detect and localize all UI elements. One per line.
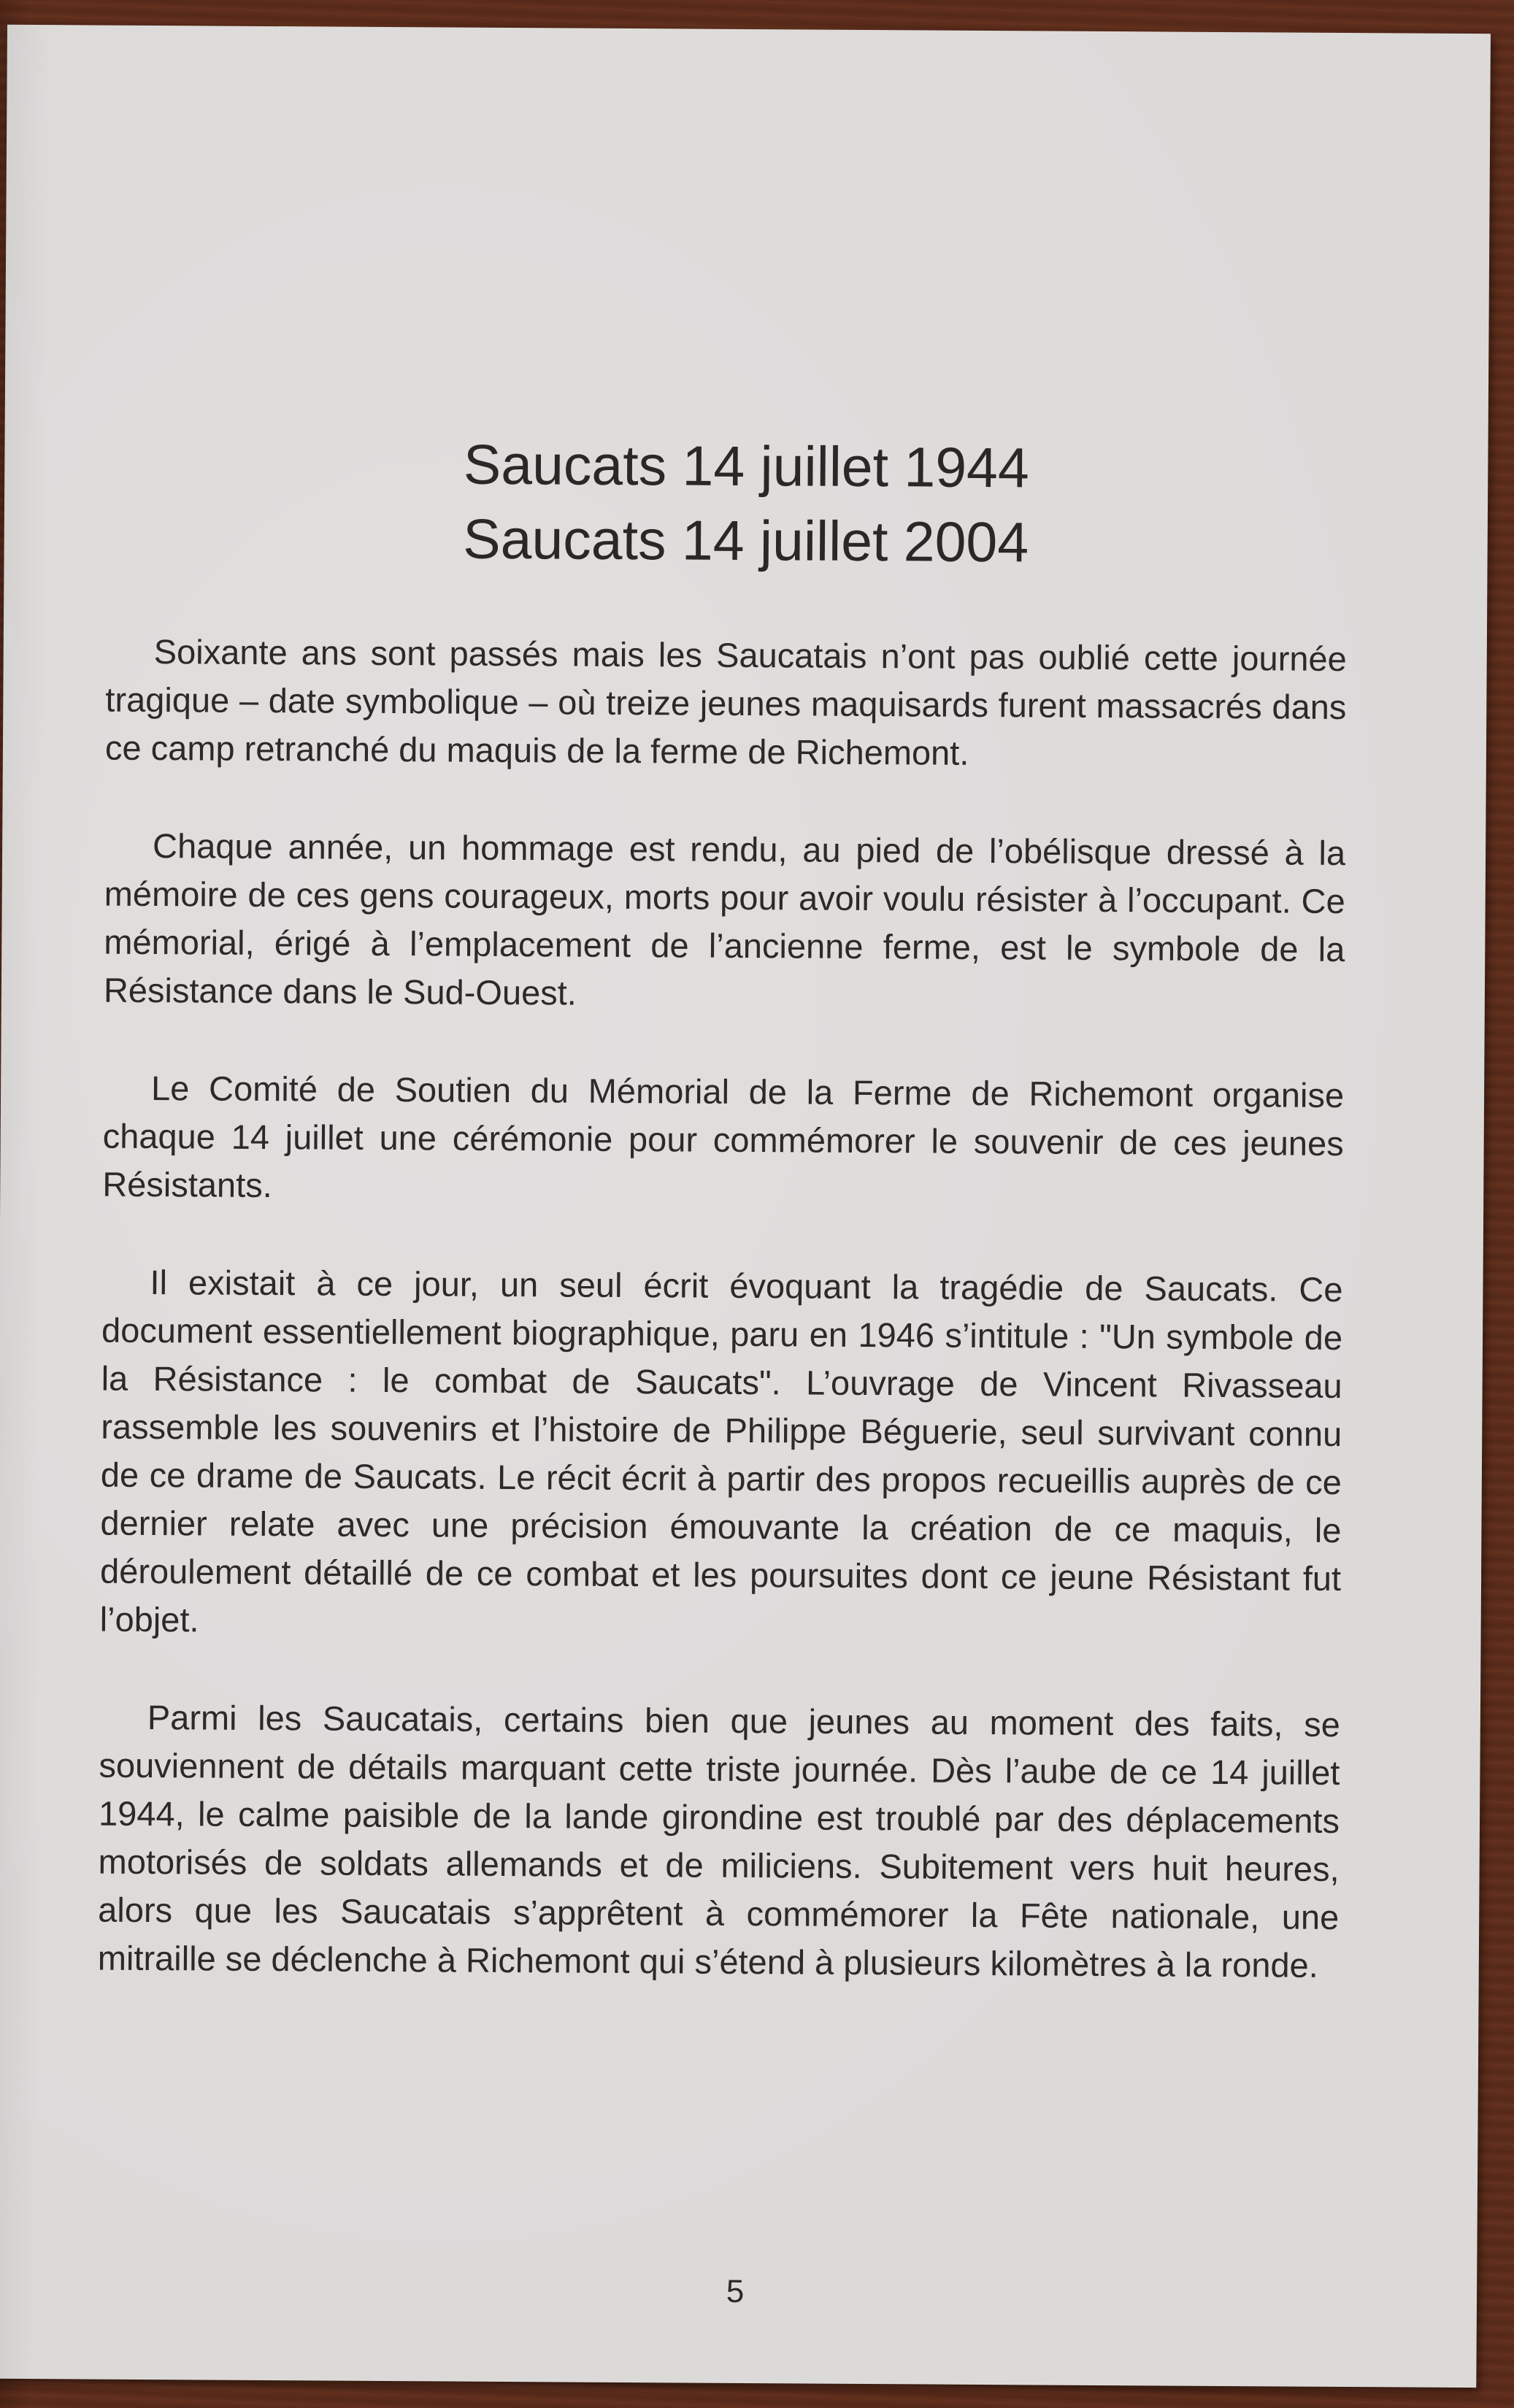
paragraph-hommage: Chaque année, un hommage est rendu, au pied de l’obélisque dressé à la mémoire de ces gens courageux, morts pour avoir voulu résister à l’occupant. Ce mémorial, érigé à l’emplacement de l’ancienne ferme, est le symbole de la Résistance dans le Sud-Ouest. [103, 826, 1346, 1012]
title-line-2004: Saucats 14 juillet 2004 [463, 507, 1029, 574]
paragraph-comite: Le Comité de Soutien du Mémorial de la Ferme de Richemont organise chaque 14 juillet une cérémonie pour commémorer le souvenir de ces jeunes Résistants. [102, 1069, 1345, 1205]
body-text [98, 628, 1347, 1990]
page-title [4, 425, 1488, 582]
title-line-1944: Saucats 14 juillet 1944 [463, 433, 1030, 500]
paragraph-ecrit: Il existait à ce jour, un seul écrit évoquant la tragédie de Saucats. Ce document essentiellement biographique, paru en 1946 s’intitule : "Un symbole de la Résistance : le combat de Saucats". L’ouvrage de Vincent Rivasseau rassemble les souvenirs et l’histoire de Philippe Béguerie, seul survivant connu de ce drame de Saucats. Le récit écrit à partir des propos recueillis auprès de ce dernier relate avec une précision émouvante la création de ce maquis, le déroulement détaillé de ce combat et les poursuites dont ce jeune Résistant fut l’objet. [99, 1263, 1343, 1639]
paragraph-anniversary: Soixante ans sont passés mais les Saucatais n’ont pas oublié cette journée tragique – date symbolique – où treize jeunes maquisards furent massacrés dans ce camp retranché du maquis de la ferme de Richemont. [104, 632, 1347, 772]
paragraph-souvenirs: Parmi les Saucatais, certains bien que jeunes au moment des faits, se souviennent de détails marquant cette triste journée. Dès l’aube de ce 14 juillet 1944, le calme paisible de la lande girondine est troublé par des déplacements motorisés de soldats allemands et de miliciens. Subitement vers huit heures, alors que les Saucatais s’apprêtent à commémorer la Fête nationale, une mitraille se déclenche à Richemont qui s’étend à plusieurs kilomètres à la ronde. [97, 1698, 1340, 1985]
book-page [0, 25, 1491, 2388]
page-number: 5 [726, 2273, 745, 2310]
